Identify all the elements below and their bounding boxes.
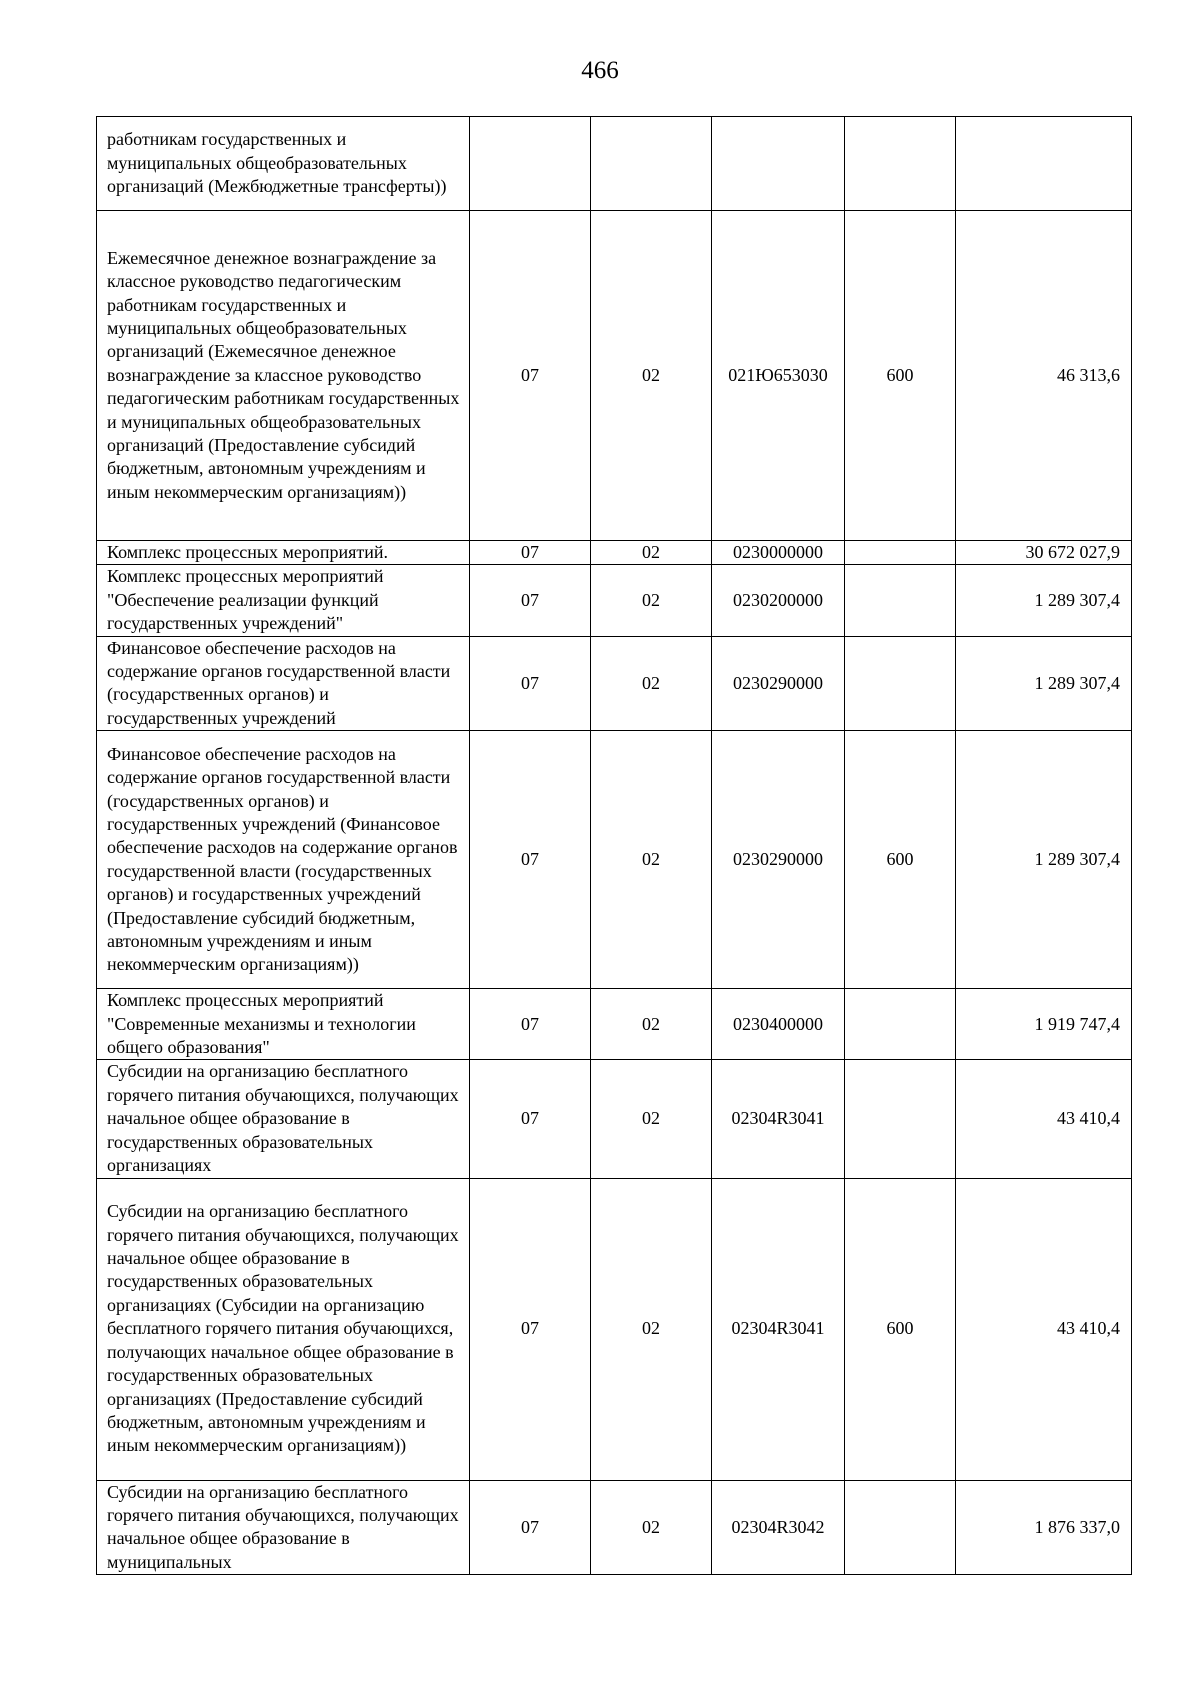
table-row: [97, 731, 1132, 989]
row-name-cell: Комплекс процессных мероприятий "Современные механизмы и технологии общего образования": [97, 989, 470, 1060]
target-article-code-cell: 02304R3041: [712, 1178, 845, 1480]
expense-type-code-cell: [845, 1060, 956, 1178]
target-article-code-cell: 021Ю653030: [712, 211, 845, 541]
target-article-code-cell: 0230400000: [712, 989, 845, 1060]
expense-type-code-cell: 600: [845, 1178, 956, 1480]
row-name-cell: Ежемесячное денежное вознаграждение за классное руководство педагогическим работникам государственных и муниципальных общеобразовательных организаций (Ежемесячное денежное вознаграждение за классное руководство педагогическим работникам государственных и муниципальных общеобразовательных организаций (Предоставление субсидий бюджетным, автономным учреждениям и иным некоммерческим организациям)): [97, 211, 470, 541]
row-name-cell: Комплекс процессных мероприятий.: [97, 541, 470, 565]
subsection-code-cell: 02: [591, 211, 712, 541]
table-row: [97, 636, 1132, 731]
amount-cell: 30 672 027,9: [956, 541, 1132, 565]
section-code-cell: 07: [470, 1178, 591, 1480]
amount-cell: 1 289 307,4: [956, 636, 1132, 731]
expense-type-code-cell: [845, 989, 956, 1060]
expense-type-code-cell: [845, 117, 956, 211]
table-row: [97, 211, 1132, 541]
budget-table-body: [97, 117, 1132, 1575]
section-code-cell: 07: [470, 989, 591, 1060]
section-code-cell: 07: [470, 1480, 591, 1575]
expense-type-code-cell: 600: [845, 211, 956, 541]
amount-cell: 1 289 307,4: [956, 565, 1132, 636]
expense-type-code-cell: 600: [845, 731, 956, 989]
subsection-code-cell: 02: [591, 1178, 712, 1480]
expense-type-code-cell: [845, 1480, 956, 1575]
row-name-cell: Субсидии на организацию бесплатного горячего питания обучающихся, получающих начальное общее образование в государственных образовательных организациях (Субсидии на организацию бесплатного горячего питания обучающихся, получающих начальное общее образование в государственных образовательных организациях (Предоставление субсидий бюджетным, автономным учреждениям и иным некоммерческим организациям)): [97, 1178, 470, 1480]
target-article-code-cell: 0230000000: [712, 541, 845, 565]
table-row: [97, 1178, 1132, 1480]
table-row: [97, 541, 1132, 565]
section-code-cell: 07: [470, 636, 591, 731]
amount-cell: [956, 117, 1132, 211]
target-article-code-cell: [712, 117, 845, 211]
section-code-cell: 07: [470, 1060, 591, 1178]
section-code-cell: 07: [470, 211, 591, 541]
subsection-code-cell: 02: [591, 636, 712, 731]
subsection-code-cell: 02: [591, 541, 712, 565]
table-row: [97, 989, 1132, 1060]
expense-type-code-cell: [845, 541, 956, 565]
budget-table: [96, 116, 1132, 1575]
table-row: [97, 117, 1132, 211]
subsection-code-cell: [591, 117, 712, 211]
amount-cell: 43 410,4: [956, 1060, 1132, 1178]
expense-type-code-cell: [845, 636, 956, 731]
amount-cell: 1 919 747,4: [956, 989, 1132, 1060]
amount-cell: 46 313,6: [956, 211, 1132, 541]
section-code-cell: 07: [470, 565, 591, 636]
page-number: 466: [581, 57, 619, 84]
expense-type-code-cell: [845, 565, 956, 636]
table-row: [97, 1060, 1132, 1178]
row-name-cell: Финансовое обеспечение расходов на содержание органов государственной власти (государственных органов) и государственных учреждений: [97, 636, 470, 731]
target-article-code-cell: 0230290000: [712, 636, 845, 731]
section-code-cell: 07: [470, 541, 591, 565]
row-name-cell: Финансовое обеспечение расходов на содержание органов государственной власти (государственных органов) и государственных учреждений (Финансовое обеспечение расходов на содержание органов государственной власти (государственных органов) и государственных учреждений (Предоставление субсидий бюджетным, автономным учреждениям и иным некоммерческим организациям)): [97, 731, 470, 989]
subsection-code-cell: 02: [591, 989, 712, 1060]
subsection-code-cell: 02: [591, 731, 712, 989]
section-code-cell: 07: [470, 731, 591, 989]
target-article-code-cell: 02304R3041: [712, 1060, 845, 1178]
row-name-cell: Комплекс процессных мероприятий "Обеспечение реализации функций государственных учреждений": [97, 565, 470, 636]
amount-cell: 1 876 337,0: [956, 1480, 1132, 1575]
target-article-code-cell: 0230290000: [712, 731, 845, 989]
row-name-cell: работникам государственных и муниципальных общеобразовательных организаций (Межбюджетные трансферты)): [97, 117, 470, 211]
table-row: [97, 565, 1132, 636]
subsection-code-cell: 02: [591, 1060, 712, 1178]
row-name-cell: Субсидии на организацию бесплатного горячего питания обучающихся, получающих начальное общее образование в муниципальных: [97, 1480, 470, 1575]
amount-cell: 1 289 307,4: [956, 731, 1132, 989]
subsection-code-cell: 02: [591, 565, 712, 636]
target-article-code-cell: 0230200000: [712, 565, 845, 636]
row-name-cell: Субсидии на организацию бесплатного горячего питания обучающихся, получающих начальное общее образование в государственных образовательных организациях: [97, 1060, 470, 1178]
amount-cell: 43 410,4: [956, 1178, 1132, 1480]
target-article-code-cell: 02304R3042: [712, 1480, 845, 1575]
subsection-code-cell: 02: [591, 1480, 712, 1575]
table-row: [97, 1480, 1132, 1575]
section-code-cell: [470, 117, 591, 211]
